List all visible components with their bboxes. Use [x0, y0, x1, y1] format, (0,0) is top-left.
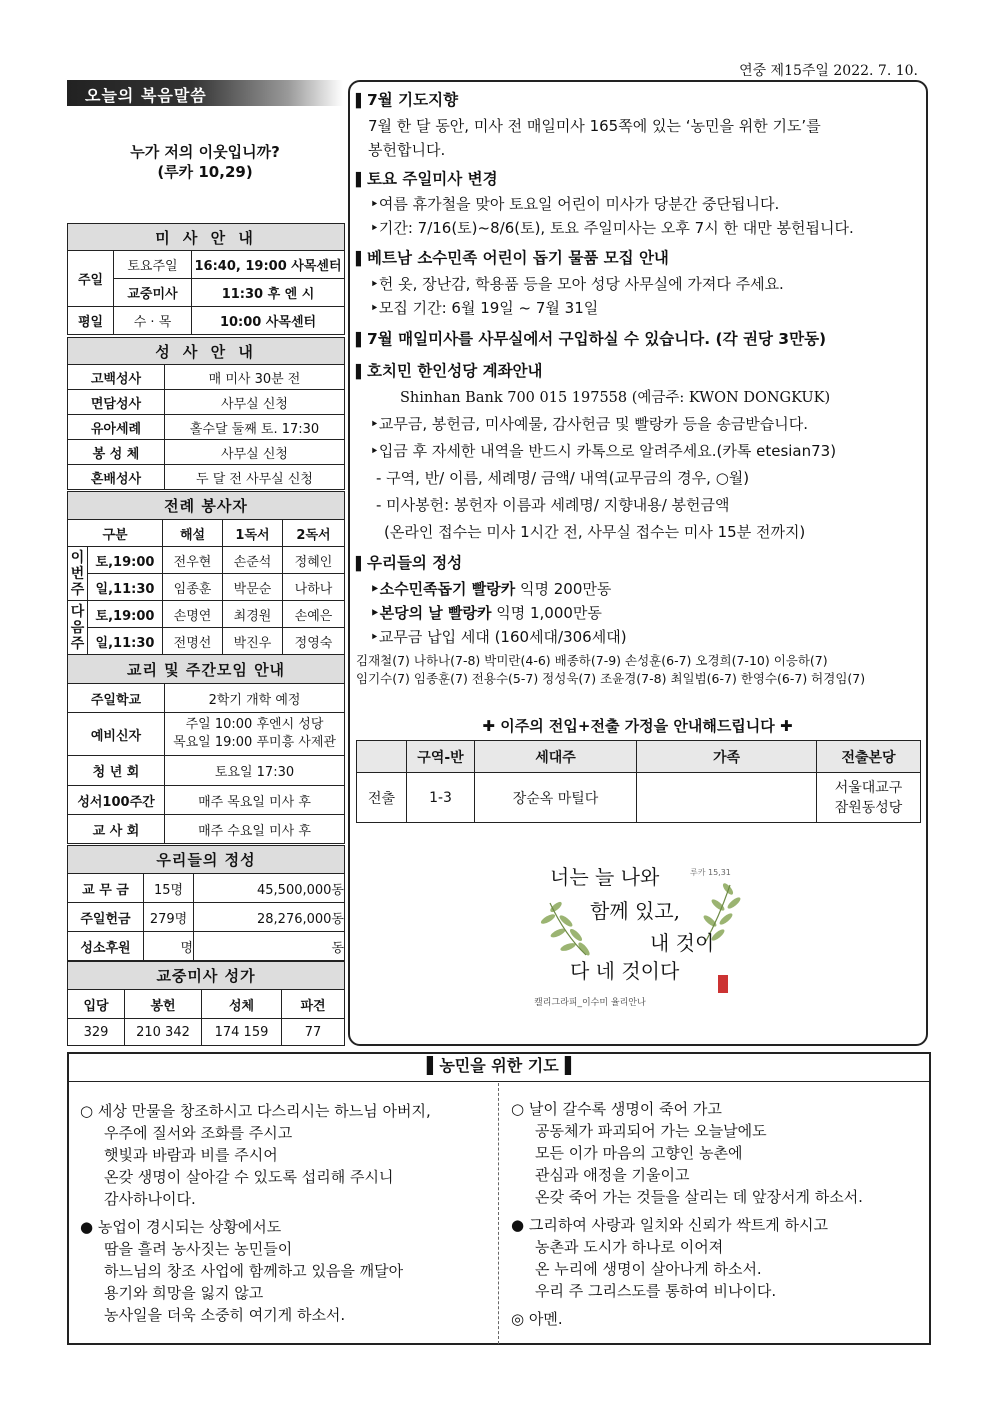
prayer-line: ● 그리하여 사랑과 일치와 신뢰가 싹트게 하시고	[511, 1216, 829, 1234]
moves-zone: 1-3	[407, 773, 475, 823]
offering-name: 교 무 금	[68, 874, 144, 903]
calligraphy-line: 다 네 것이다	[570, 959, 680, 983]
liturgy-header: 해설	[163, 520, 223, 547]
bank-account: Shinhan Bank 700 015 197558 (예금주: KWON DONGKUK)	[400, 390, 831, 406]
gospel-title	[67, 142, 343, 182]
hymn-header: 성체	[202, 990, 282, 1019]
sacrament-value: 매 미사 30분 전	[165, 365, 345, 390]
hymns-table	[67, 961, 345, 1046]
liturgy-header: 2독서	[283, 520, 345, 547]
moves-header: 구역-반	[407, 741, 475, 773]
prayer-line: 농촌과 도시가 하나로 이어져	[535, 1238, 724, 1256]
liturgy-reader1: 박문순	[223, 574, 283, 601]
prayer-line: ○ 세상 만물을 창조하시고 다스리시는 하느님 아버지,	[80, 1102, 431, 1120]
meeting-name: 교 사 회	[68, 815, 165, 844]
mass-row-time: 16:40, 19:00 사목센터	[192, 251, 345, 279]
liturgy-reader2: 나하나	[283, 574, 345, 601]
notice-text: 7월 한 달 동안, 미사 전 매일미사 165쪽에 있는 ‘농민을 위한 기도’를	[368, 117, 821, 135]
notice-text: 봉헌합니다.	[368, 141, 446, 159]
date-line: 연중 제15주일 2022. 7. 10.	[739, 63, 918, 79]
prayer-amen: ◎ 아멘.	[511, 1310, 563, 1328]
mass-sunday-label: 주일	[68, 251, 114, 307]
notice-text: ‣교무금, 봉헌금, 미사예물, 감사헌금 및 빨랑카 등을 송금받습니다.	[370, 415, 809, 433]
liturgy-reader1: 박진우	[223, 628, 283, 655]
hymn-value: 77	[282, 1019, 345, 1046]
prayer-title: ▌농민을 위한 기도▐	[67, 1052, 931, 1082]
notice-offering-title: ▌ 우리들의 정성	[356, 551, 462, 577]
mass-row-name: 토요주일	[114, 251, 192, 279]
liturgy-time: 일,11:30	[88, 628, 163, 655]
moves-header: 세대주	[475, 741, 637, 773]
meeting-value: 매주 수요일 미사 후	[165, 815, 345, 844]
sacrament-value: 두 달 전 사무실 신청	[165, 465, 345, 490]
liturgy-time: 토,19:00	[88, 547, 163, 574]
liturgy-commentator: 전우현	[163, 547, 223, 574]
moves-header	[357, 741, 407, 773]
offering-title: 우리들의 정성	[68, 846, 345, 874]
notice-text: ‣모집 기간: 6월 19일 ~ 7월 31일	[370, 299, 599, 317]
offering-item-label: ‣본당의 날 빨랑카	[370, 604, 492, 622]
moves-table	[356, 740, 921, 823]
prayer-left-column	[80, 1100, 431, 1326]
liturgy-commentator: 손명연	[163, 601, 223, 628]
sacrament-table	[67, 337, 345, 490]
offering-amount: 동	[194, 932, 345, 961]
notice-text: - 구역, 반/ 이름, 세례명/ 금액/ 내역(교무금의 경우, ○월)	[376, 469, 750, 487]
moves-type: 전출	[357, 773, 407, 823]
gospel-reference: (루카 10,29)	[157, 163, 253, 181]
meetings-table	[67, 654, 345, 844]
notice-text: ‣입금 후 자세한 내역을 반드시 카톡으로 알려주세요.(카톡 etesian73)	[370, 442, 837, 460]
offering-item-label: ‣소수민족돕기 빨랑카	[370, 580, 516, 598]
prayer-line: 온 누리에 생명이 살아나게 하소서.	[535, 1260, 762, 1278]
liturgy-header: 구분	[68, 520, 163, 547]
prayer-line: 공동체가 파괴되어 가는 오늘날에도	[535, 1122, 767, 1140]
offering-count: 15명	[144, 874, 194, 903]
moves-parish	[817, 773, 921, 823]
notice-daily-missal-title: ▌ 7월 매일미사를 사무실에서 구입하실 수 있습니다. (각 권당 3만동)	[356, 327, 826, 353]
meetings-title: 교리 및 주간모임 안내	[68, 655, 345, 684]
prayer-line: 햇빛과 바람과 비를 주시어	[104, 1146, 278, 1164]
calligraphy-credit: 캘리그라피_이수미 율리안나	[534, 998, 646, 1008]
hymn-header: 입당	[68, 990, 125, 1019]
mass-weekday-label: 평일	[68, 307, 114, 335]
prayer-line: 관심과 애정을 기울이고	[535, 1166, 690, 1184]
tithe-names: 임기수(7) 임종훈(7) 전용수(5-7) 정성욱(7) 조윤경(7-8) 최일범(6-7) 한영수(6-7) 허경임(7)	[356, 671, 866, 686]
meeting-value	[165, 713, 345, 756]
liturgy-this-week: 이번주	[68, 547, 88, 601]
notice-text: ‣여름 휴가철을 맞아 토요일 어린이 미사가 당분간 중단됩니다.	[370, 195, 780, 213]
mass-table	[67, 223, 345, 335]
hymn-value: 210 342	[125, 1019, 202, 1046]
prayer-line: 우주에 질서와 조화를 주시고	[104, 1124, 293, 1142]
calligraphy-ref: 루카 15,31	[690, 868, 731, 877]
hymn-header: 파견	[282, 990, 345, 1019]
liturgy-reader1: 손준석	[223, 547, 283, 574]
meeting-name: 예비신자	[68, 713, 165, 756]
prayer-line: 땀을 흘려 농사짓는 농민들이	[104, 1240, 293, 1258]
hymns-title: 교중미사 성가	[68, 962, 345, 990]
meeting-name: 주일학교	[68, 684, 165, 713]
moves-parish-line: 잠원동성당	[834, 799, 903, 816]
prayer-line: 온갖 생명이 살아갈 수 있도록 섭리해 주시니	[104, 1168, 394, 1186]
sacrament-name: 면담성사	[68, 390, 165, 415]
notice-text	[370, 577, 611, 601]
prayer-line: 감사하나이다.	[104, 1190, 196, 1208]
moves-header: 가족	[637, 741, 817, 773]
moves-title: ✚ 이주의 전입+전출 가정을 안내해드립니다 ✚	[482, 717, 793, 735]
liturgy-time: 일,11:30	[88, 574, 163, 601]
prayer-line: 농사일을 더욱 소중히 여기게 하소서.	[104, 1306, 346, 1324]
prayer-divider	[498, 1083, 499, 1344]
prayer-line: ○ 날이 갈수록 생명이 죽어 가고	[511, 1100, 722, 1118]
moves-head: 장순옥 마틸다	[475, 773, 637, 823]
offering-item-value: 익명 200만동	[515, 580, 612, 598]
prayer-right-column	[511, 1098, 863, 1330]
moves-parish-line: 서울대교구	[834, 779, 903, 796]
gospel-question: 누가 저의 이웃입니까?	[130, 143, 280, 161]
mass-title: 미 사 안 내	[68, 224, 345, 251]
notice-text: ‣기간: 7/16(토)~8/6(토), 토요 주일미사는 오후 7시 한 대만 봉헌됩니다.	[370, 219, 854, 237]
offering-name: 주일헌금	[68, 903, 144, 932]
prayer-line: 하느님의 창조 사업에 함께하고 있음을 깨달아	[104, 1262, 404, 1280]
gospel-header: 오늘의 복음말씀	[67, 80, 343, 106]
mass-row-name: 교중미사	[114, 279, 192, 307]
meeting-value: 매주 목요일 미사 후	[165, 786, 345, 815]
sacrament-name: 봉 성 체	[68, 440, 165, 465]
sacrament-name: 고백성사	[68, 365, 165, 390]
liturgy-commentator: 전명선	[163, 628, 223, 655]
meeting-value-line: 목요일 19:00 푸미흥 사제관	[173, 735, 336, 750]
moves-family	[637, 773, 817, 823]
notice-text	[370, 601, 602, 625]
liturgy-reader2: 정영숙	[283, 628, 345, 655]
meeting-value: 2학기 개학 예정	[165, 684, 345, 713]
offering-amount: 45,500,000동	[194, 874, 345, 903]
mass-row-time: 11:30 후 엔 시	[192, 279, 345, 307]
liturgy-reader1: 최경원	[223, 601, 283, 628]
notice-text: ‣교무금 납입 세대 (160세대/306세대)	[370, 628, 627, 646]
liturgy-reader2: 손예은	[283, 601, 345, 628]
liturgy-reader2: 정혜인	[283, 547, 345, 574]
sacrament-name: 유아세례	[68, 415, 165, 440]
sacrament-name: 혼배성사	[68, 465, 165, 490]
offering-name: 성소후원	[68, 932, 144, 961]
hymn-value: 174 159	[202, 1019, 282, 1046]
offering-amount: 28,276,000동	[194, 903, 345, 932]
notice-prayer-intention-title: ▌ 7월 기도지향	[356, 88, 458, 114]
mass-row-time: 10:00 사목센터	[192, 307, 345, 335]
liturgy-table	[67, 491, 345, 655]
notice-text: - 미사봉헌: 봉헌자 이름과 세례명/ 지향내용/ 봉헌금액	[376, 496, 730, 514]
prayer-line: 용기와 희망을 잃지 않고	[104, 1284, 264, 1302]
prayer-line: ● 농업이 경시되는 상황에서도	[80, 1218, 282, 1236]
liturgy-commentator: 임종훈	[163, 574, 223, 601]
calligraphy-line: 함께 있고,	[590, 899, 680, 923]
offering-table	[67, 845, 345, 961]
sacrament-value: 홀수달 둘째 토. 17:30	[165, 415, 345, 440]
offering-count: 279명	[144, 903, 194, 932]
notice-text: (온라인 접수는 미사 1시간 전, 사무실 접수는 미사 15분 전까지)	[384, 523, 806, 541]
liturgy-header: 1독서	[223, 520, 283, 547]
liturgy-title: 전례 봉사자	[68, 492, 345, 520]
offering-item-value: 익명 1,000만동	[491, 604, 602, 622]
sacrament-value: 사무실 신청	[165, 440, 345, 465]
sacrament-value: 사무실 신청	[165, 390, 345, 415]
sacrament-title: 성 사 안 내	[68, 338, 345, 365]
meeting-name: 성서100주간	[68, 786, 165, 815]
meeting-value: 토요일 17:30	[165, 756, 345, 786]
hymn-header: 봉헌	[125, 990, 202, 1019]
offering-count: 명	[144, 932, 194, 961]
notice-saturday-mass-title: ▌ 토요 주일미사 변경	[356, 167, 498, 193]
mass-row-name: 수 · 목	[114, 307, 192, 335]
calligraphy-artwork	[520, 855, 760, 1015]
notice-text: ‣헌 옷, 장난감, 학용품 등을 모아 성당 사무실에 가져다 주세요.	[370, 275, 784, 293]
meeting-value-line: 주일 10:00 후엔시 성당	[185, 717, 324, 732]
tithe-names: 김재철(7) 나하나(7-8) 박미란(4-6) 배종하(7-9) 손성훈(6-7) 오경희(7-10) 이응하(7)	[356, 653, 828, 668]
liturgy-time: 토,19:00	[88, 601, 163, 628]
prayer-line: 온갖 죽어 가는 것들을 살리는 데 앞장서게 하소서.	[535, 1188, 863, 1206]
moves-header: 전출본당	[817, 741, 921, 773]
meeting-name: 청 년 회	[68, 756, 165, 786]
calligraphy-line: 내 것이	[650, 931, 715, 955]
prayer-line: 우리 주 그리스도를 통하여 비나이다.	[535, 1282, 777, 1300]
notice-donation-title: ▌ 베트남 소수민족 어린이 돕기 물품 모집 안내	[356, 246, 669, 272]
calligraphy-line: 너는 늘 나와	[550, 865, 660, 889]
hymn-value: 329	[68, 1019, 125, 1046]
liturgy-next-week: 다음주	[68, 601, 88, 655]
prayer-line: 모든 이가 마음의 고향인 농촌에	[535, 1144, 743, 1162]
notice-account-title: ▌ 호치민 한인성당 계좌안내	[356, 359, 543, 385]
